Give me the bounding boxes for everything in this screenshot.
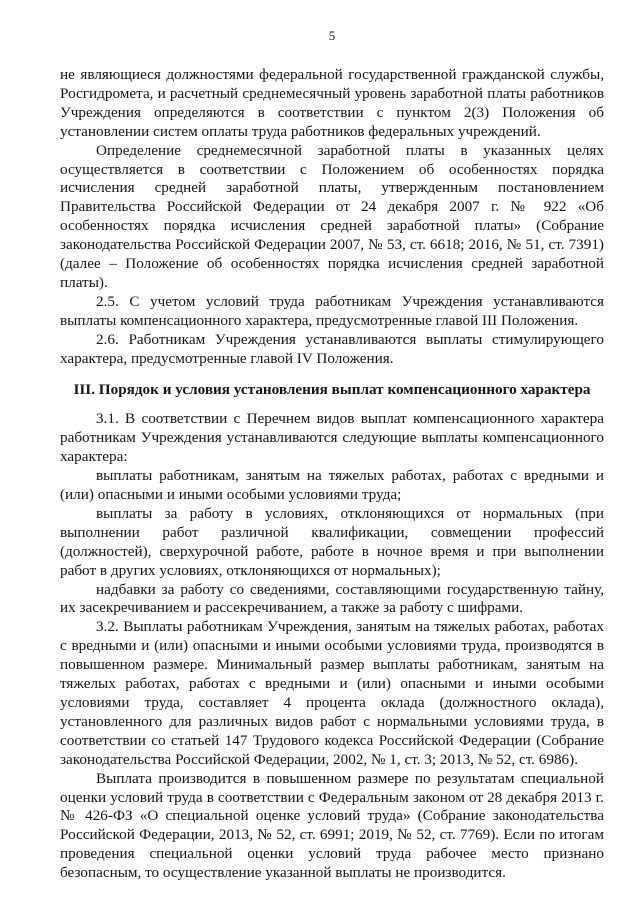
paragraph-continuation: не являющиеся должностями федеральной государственной гражданской службы, Росгидромета, и расчетный среднемесячный уровень заработной платы работников Учреждения определяются в соответствии с пунктом 2(3) Положения об установлении систем оплаты труда работников федеральных учреждений. [60, 66, 604, 140]
paragraph-3-2: 3.2. Выплаты работникам Учреждения, занятым на тяжелых работах, работах с вредными и (или) опасными и иными особыми условиями труда, производятся в повышенном размере. Минимальный размер выплаты работникам, занятым на тяжелых работах, работах с вредными и (или) опасными и иными особыми условиями труда, составляет 4 процента оклада (должностного оклада), установленного для различных видов работ с нормальными условиями труда, в соответствии со статьей 147 Трудового кодекса Российской Федерации (Собрание законодательства Российской Федерации, 2002, № 1, ст. 3; 2013, № 52, ст. 6986). [60, 618, 604, 768]
paragraph-3-1: 3.1. В соответствии с Перечнем видов выплат компенсационного характера работникам Учреждения устанавливаются следующие выплаты компенсационного характера: [60, 410, 604, 466]
page-number: 5 [328, 28, 336, 43]
section-heading-iii: III. Порядок и условия установления выплат компенсационного характера [73, 380, 591, 398]
list-item-harmful-conditions: выплаты работникам, занятым на тяжелых работах, работах с вредными и (или) опасными и иными особыми условиями труда; [60, 467, 604, 504]
paragraph-2-6: 2.6. Работникам Учреждения устанавливаются выплаты стимулирующего характера, предусмотренные главой IV Положения. [60, 330, 604, 367]
paragraph-average-salary-definition: Определение среднемесячной заработной платы в указанных целях осуществляется в соответствии с Положением об особенностях порядка исчисления средней заработной платы, утвержденным постановлением Правительства Российской Федерации от 24 декабря 2007 г. № 922 «Об особенностях порядка исчисления средней заработной платы» (Собрание законодательства Российской Федерации 2007, № 53, ст. 6618; 2016, № 51, ст. 7391) (далее – Положение об особенностях порядка исчисления средней заработной платы). [60, 141, 604, 291]
document-page [60, 28, 604, 883]
paragraph-special-assessment: Выплата производится в повышенном размере по результатам специальной оценки условий труда в соответствии с Федеральным законом от 28 декабря 2013 г. № 426-ФЗ «О специальной оценке условий труда» (Собрание законодательства Российской Федерации, 2013, № 52, ст. 6991; 2019, № 52, ст. 7769). Если по итогам проведения специальной оценки условий труда рабочее место признано безопасным, то осуществление указанной выплаты не производится. [60, 769, 604, 882]
list-item-deviating-conditions: выплаты за работу в условиях, отклоняющихся от нормальных (при выполнении работ различной квалификации, совмещении профессий (должностей), сверхурочной работе, работе в ночное время и при выполнении работ в других условиях, отклоняющихся от нормальных); [60, 504, 604, 579]
paragraph-2-5: 2.5. С учетом условий труда работникам Учреждения устанавливаются выплаты компенсационного характера, предусмотренные главой III Положения. [60, 292, 604, 329]
list-item-state-secret-allowance: надбавки за работу со сведениями, составляющими государственную тайну, их засекречиванием и рассекречиванием, а также за работу с шифрами. [60, 580, 604, 617]
